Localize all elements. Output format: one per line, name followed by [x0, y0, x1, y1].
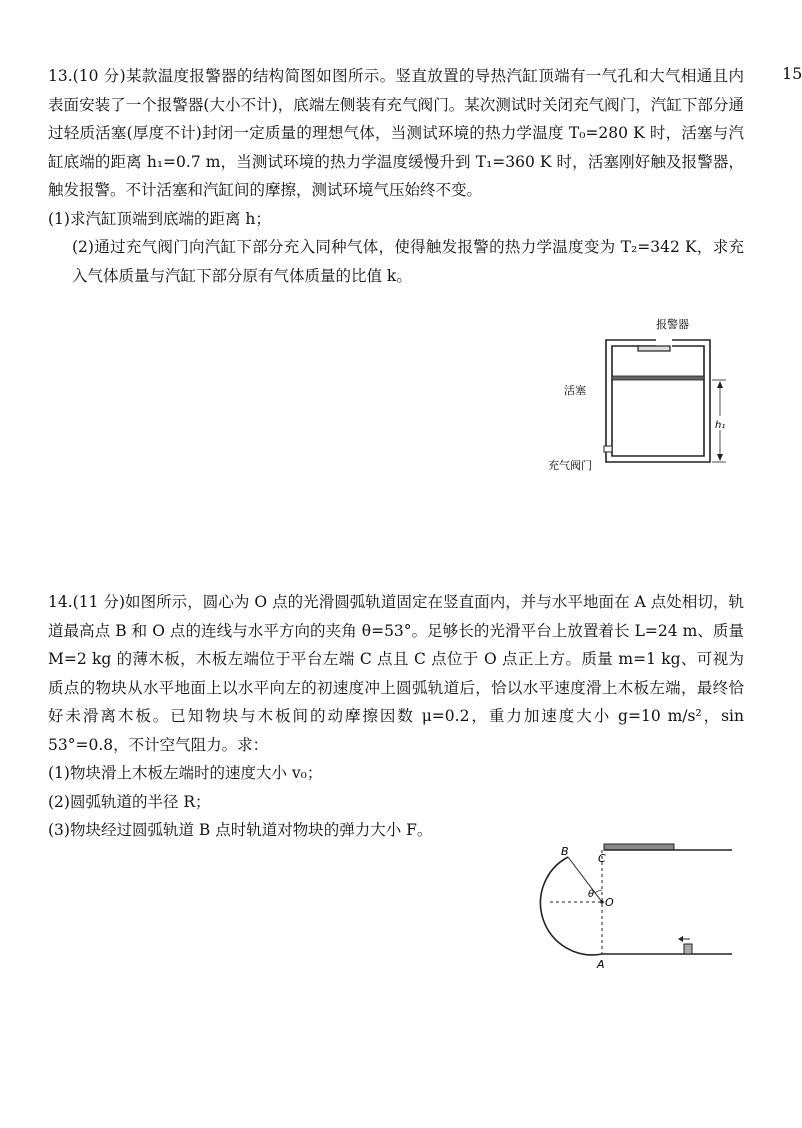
- figure-14-arc-track: [544, 842, 740, 974]
- figure-14-svg: [544, 842, 740, 974]
- alarm-label: 报警器: [656, 318, 689, 331]
- radius-OB-line: [568, 857, 602, 902]
- cylinder-inner-wall: [612, 346, 704, 456]
- problem-13-number: 13.: [48, 67, 73, 85]
- problem-14: [48, 588, 744, 845]
- problem-13: [48, 62, 744, 290]
- cylinder-outer-wall: [606, 340, 710, 462]
- h1-label: h₁: [715, 420, 726, 431]
- velocity-arrow-icon: [678, 936, 683, 942]
- alarm-icon: [638, 346, 670, 351]
- problem-14-stem: [48, 588, 744, 759]
- plank-icon: [604, 844, 674, 850]
- piston-label: 活塞: [564, 384, 586, 397]
- problem-13-stem: [48, 62, 744, 205]
- problem-13-sub1: (1)求汽缸顶端到底端的距离 h；: [48, 209, 271, 228]
- label-C: C: [598, 852, 606, 865]
- label-A: A: [597, 958, 605, 971]
- problem-13-sub2: (2)通过充气阀门向汽缸下部分充入同种气体，使得触发报警的热力学温度变为 T₂=342 K，求充入气体质量与汽缸下部分原有气体质量的比值 k。: [72, 238, 744, 285]
- problem-14-sub1: (1)物块滑上木板左端时的速度大小 v₀；: [48, 764, 323, 782]
- problem-14-sub2: (2)圆弧轨道的半径 R；: [48, 792, 211, 811]
- problem-14-points: (11 分): [72, 593, 125, 611]
- figure-13-alarm-cylinder: [540, 312, 740, 492]
- arc-track: [540, 857, 602, 955]
- problem-13-text: 某款温度报警器的结构简图如图所示。竖直放置的导热汽缸顶端有一气孔和大气相通且内表面安装了一个报警器(大小不计)，底端左侧装有充气阀门。某次测试时关闭充气阀门，汽缸下部分通过轻质活塞(厚度不计)封闭一定质量的理想气体，当测试环境的热力学温度 T₀=280 K 时，活塞与汽缸底端的距离 h₁=0.7 m，当测试环境的热力学温度缓慢升到 T₁=360 K 时，活塞刚好触及报警器，触发报警。不计活塞和汽缸间的摩擦，测试环境气压始终不变。: [48, 67, 744, 199]
- label-theta: θ: [588, 889, 595, 900]
- theta-arc: [595, 890, 602, 893]
- label-B: B: [561, 845, 569, 858]
- problem-14-number: 14.: [48, 593, 73, 611]
- valve-icon: [604, 446, 612, 452]
- figure-13-svg: [540, 312, 740, 492]
- h1-arrow-up-icon: [717, 381, 723, 388]
- center-dot-O: [600, 900, 604, 904]
- h1-arrow-down-icon: [717, 454, 723, 461]
- page-number: 15: [782, 64, 802, 83]
- problem-13-points: (10 分): [72, 67, 126, 85]
- label-O: O: [605, 896, 614, 909]
- problem-14-text: 如图所示，圆心为 O 点的光滑圆弧轨道固定在竖直面内，并与水平地面在 A 点处相切，轨道最高点 B 和 O 点的连线与水平方向的夹角 θ=53°。足够长的光滑平台上放置着长 L=24 m、质量 M=2 kg 的薄木板，木板左端位于平台左端 C 点且 C 点位于 O 点正上方。质量 m=1 kg、可视为质点的物块从水平地面上以水平向左的初速度冲上圆弧轨道后，恰以水平速度滑上木板左端，最终恰好未滑离木板。已知物块与木板间的动摩擦因数 μ=0.2，重力加速度大小 g=10 m/s²，sin 53°=0.8，不计空气阻力。求：: [48, 593, 744, 754]
- block-icon: [684, 944, 692, 954]
- valve-label: 充气阀门: [548, 459, 592, 472]
- problem-14-sub3: (3)物块经过圆弧轨道 B 点时轨道对物块的弹力大小 F。: [48, 821, 433, 839]
- piston-icon: [612, 376, 704, 380]
